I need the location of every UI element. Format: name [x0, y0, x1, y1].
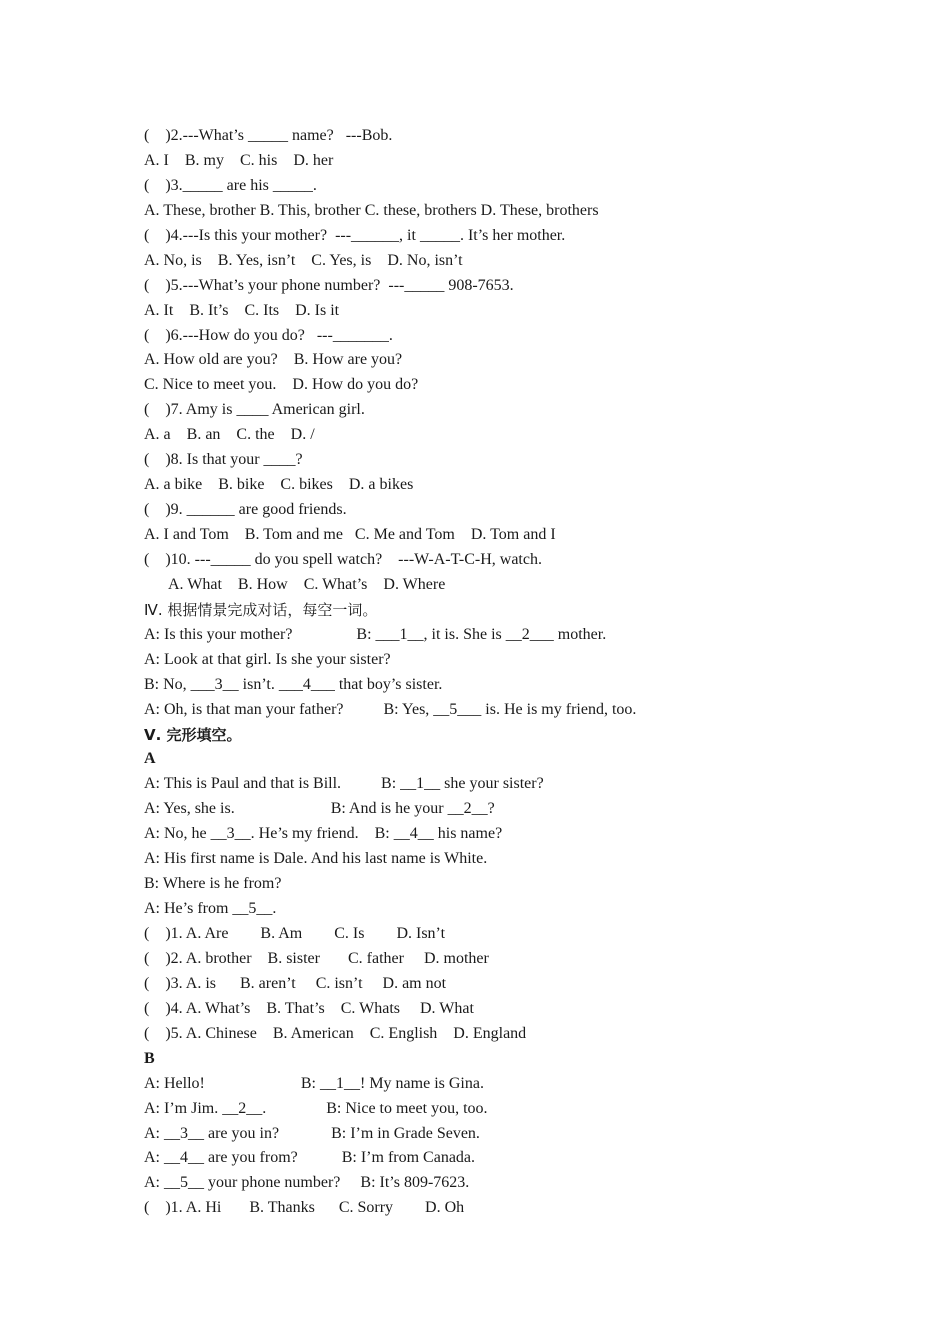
cloze-a-line-5: B: Where is he from? — [144, 875, 282, 893]
question-3-options: A. These, brother B. This, brother C. these, brothers D. These, brothers — [144, 201, 599, 219]
cloze-b-question-1: ( )1. A. Hi B. Thanks C. Sorry D. Oh — [144, 1199, 465, 1217]
cloze-a-question-4: ( )4. A. What’s B. That’s C. Whats D. What — [144, 999, 474, 1017]
dialogue-iv-line-3: B: No, ___3__ isn’t. ___4___ that boy’s sister. — [144, 675, 443, 693]
cloze-a-line-1: A: This is Paul and that is Bill. B: __1__ she your sister? — [144, 775, 544, 793]
dialogue-iv-line-2: A: Look at that girl. Is she your sister? — [144, 650, 391, 668]
cloze-a-line-6: A: He’s from __5__. — [144, 900, 277, 918]
cloze-b-line-1: A: Hello! B: __1__! My name is Gina. — [144, 1074, 484, 1092]
section-v-heading: Ⅴ. 完形填空。 — [144, 725, 242, 744]
dialogue-iv-line-4: A: Oh, is that man your father? B: Yes, __5___ is. He is my friend, too. — [144, 700, 637, 718]
section-iv-heading: Ⅳ. 根据情景完成对话，每空一词。 — [144, 600, 378, 619]
question-7: ( )7. Amy is ____ American girl. — [144, 401, 365, 419]
document-body — [144, 124, 904, 1221]
question-6-options-ab: A. How old are you? B. How are you? — [144, 351, 403, 369]
cloze-a-question-2: ( )2. A. brother B. sister C. father D. mother — [144, 949, 489, 967]
question-8-options: A. a bike B. bike C. bikes D. a bikes — [144, 476, 414, 494]
cloze-b-line-2: A: I’m Jim. __2__. B: Nice to meet you, too. — [144, 1099, 488, 1117]
question-9: ( )9. ______ are good friends. — [144, 501, 347, 519]
question-7-options: A. a B. an C. the D. / — [144, 426, 315, 444]
question-2: ( )2.---What’s _____ name? ---Bob. — [144, 127, 393, 144]
question-4-options: A. No, is B. Yes, isn’t C. Yes, is D. No, isn’t — [144, 251, 463, 269]
question-3: ( )3._____ are his _____. — [144, 176, 317, 194]
cloze-a-question-5: ( )5. A. Chinese B. American C. English D. England — [144, 1024, 527, 1042]
cloze-a-question-1: ( )1. A. Are B. Am C. Is D. Isn’t — [144, 925, 446, 942]
question-5: ( )5.---What’s your phone number? ---_____ 908-7653. — [144, 276, 514, 294]
cloze-a-line-2: A: Yes, she is. B: And is he your __2__? — [144, 800, 495, 818]
question-2-options: A. I B. my C. his D. her — [144, 151, 334, 169]
cloze-b-line-5: A: __5__ your phone number? B: It’s 809-7623. — [144, 1174, 470, 1192]
question-8: ( )8. Is that your ____? — [144, 451, 303, 469]
part-a-heading: A — [144, 750, 156, 768]
dialogue-iv-line-1: A: Is this your mother? B: ___1__, it is. She is __2___ mother. — [144, 625, 607, 643]
cloze-a-line-4: A: His first name is Dale. And his last name is White. — [144, 850, 488, 868]
question-4: ( )4.---Is this your mother? ---______, it _____. It’s her mother. — [144, 226, 566, 244]
part-b-heading: B — [144, 1049, 155, 1067]
question-5-options: A. It B. It’s C. Its D. Is it — [144, 301, 340, 319]
cloze-b-line-3: A: __3__ are you in? B: I’m in Grade Seven. — [144, 1124, 480, 1142]
question-10-options: A. What B. How C. What’s D. Where — [168, 575, 446, 593]
question-9-options: A. I and Tom B. Tom and me C. Me and Tom D. Tom and I — [144, 526, 556, 543]
question-10: ( )10. ---_____ do you spell watch? ---W-A-T-C-H, watch. — [144, 550, 542, 568]
question-6-options-cd: C. Nice to meet you. D. How do you do? — [144, 376, 419, 394]
cloze-a-question-3: ( )3. A. is B. aren’t C. isn’t D. am not — [144, 974, 447, 992]
question-6: ( )6.---How do you do? ---_______. — [144, 326, 393, 344]
cloze-a-line-3: A: No, he __3__. He’s my friend. B: __4__ his name? — [144, 825, 503, 843]
cloze-b-line-4: A: __4__ are you from? B: I’m from Canada. — [144, 1149, 476, 1167]
